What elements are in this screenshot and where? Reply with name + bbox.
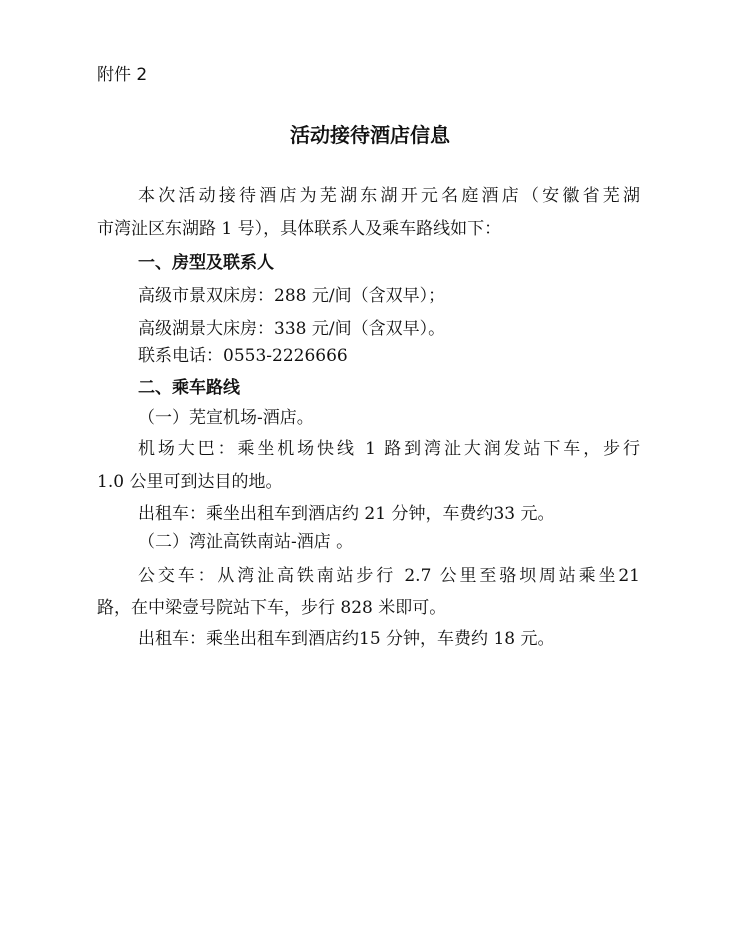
route-1-bus-line-2: 1.0 公里可到达目的地。	[97, 472, 283, 492]
contact-phone: 联系电话：0553-2226666	[138, 346, 348, 366]
route-2-bus-line-2: 路，在中梁壹号院站下车，步行 828 米即可。	[97, 598, 447, 618]
route-1-title: （一）芜宣机场-酒店。	[138, 408, 314, 428]
attachment-label: 附件 2	[97, 65, 148, 85]
route-2-taxi: 出租车：乘坐出租车到酒店约15 分钟，车费约 18 元。	[138, 629, 555, 649]
room-type-twin: 高级市景双床房：288 元/间（含双早）；	[138, 286, 446, 306]
route-1-taxi: 出租车：乘坐出租车到酒店约 21 分钟，车费约33 元。	[138, 504, 555, 524]
section-2-heading: 二、乘车路线	[138, 378, 240, 398]
route-2-title: （二）湾沚高铁南站-酒店 。	[138, 532, 354, 552]
section-1-heading: 一、房型及联系人	[138, 253, 274, 273]
intro-line-1: 本次活动接待酒店为芜湖东湖开元名庭酒店（安徽省芜湖	[138, 186, 640, 206]
room-type-king: 高级湖景大床房：338 元/间（含双早）。	[138, 319, 446, 339]
page-title: 活动接待酒店信息	[290, 123, 450, 147]
intro-line-2: 市湾沚区东湖路 1 号），具体联系人及乘车路线如下：	[97, 219, 502, 239]
route-1-bus-line-1: 机场大巴：乘坐机场快线 1 路到湾沚大润发站下车，步行	[138, 439, 640, 459]
route-2-bus-line-1: 公交车：从湾沚高铁南站步行 2.7 公里至骆坝周站乘坐21	[138, 566, 640, 586]
